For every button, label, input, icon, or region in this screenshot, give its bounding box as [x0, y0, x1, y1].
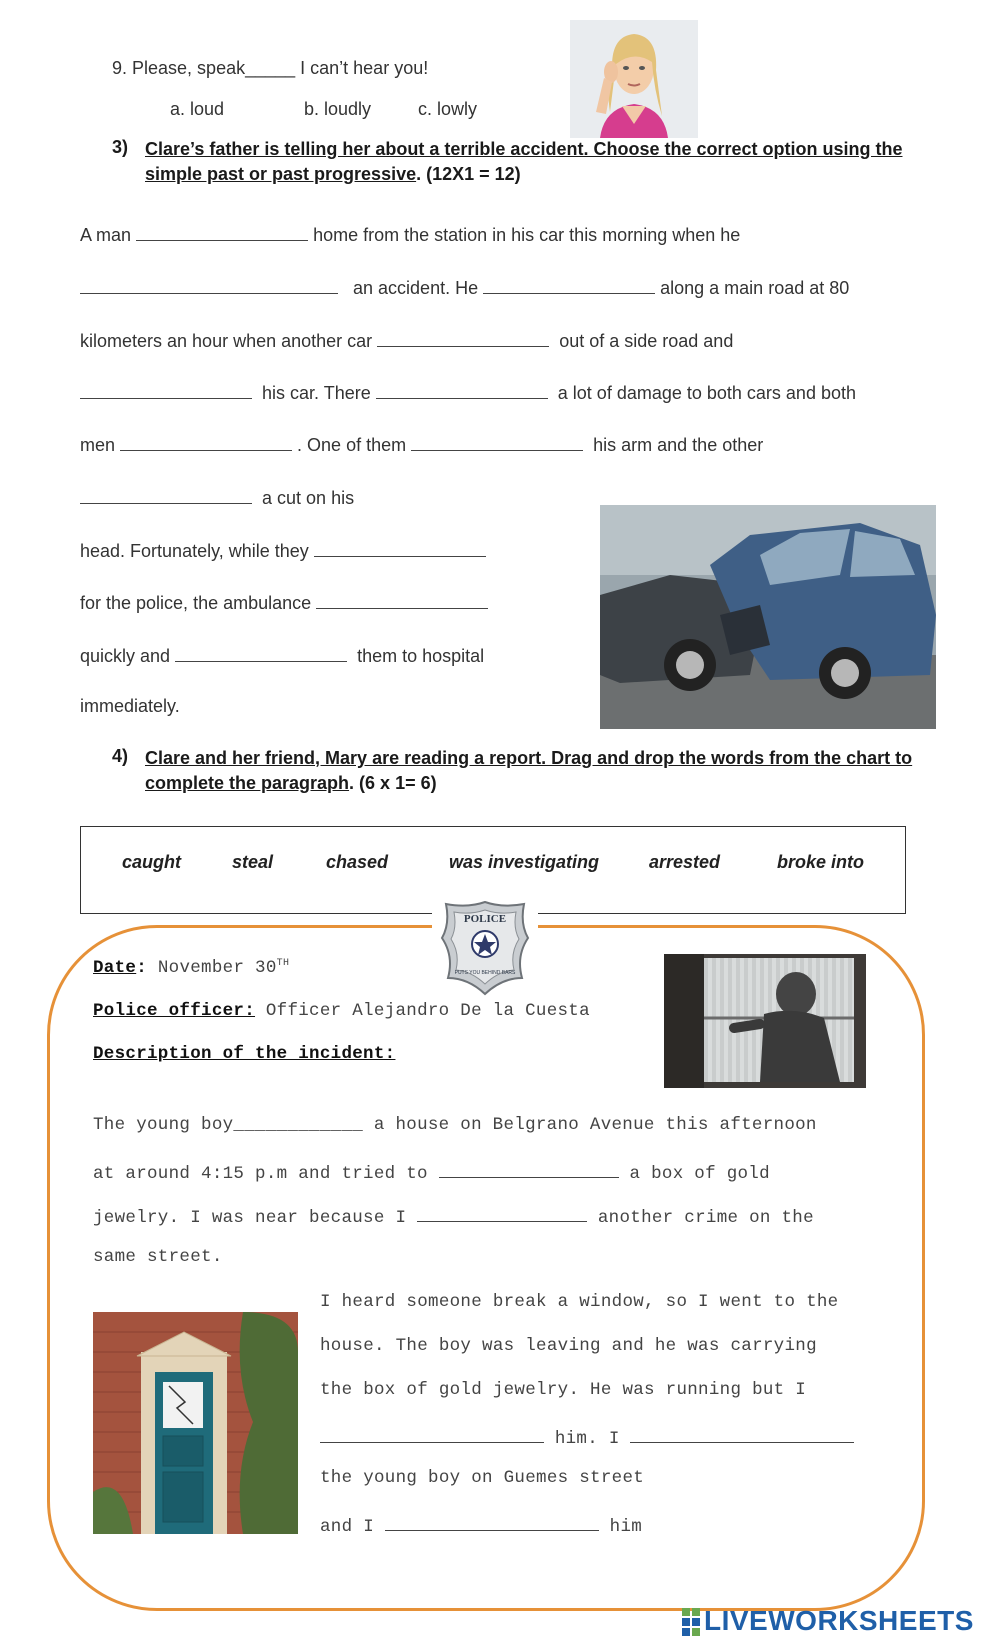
story-line-2 — [80, 275, 849, 299]
report-blank-steal[interactable] — [439, 1159, 619, 1178]
description-label: Description of the incident: — [93, 1044, 396, 1064]
blank-2[interactable] — [80, 275, 338, 294]
story-line-7 — [80, 538, 486, 562]
text: another crime on the — [597, 1208, 814, 1228]
text: . One of them — [297, 435, 407, 455]
liveworksheets-brand: LIVEWORKSHEETS — [704, 1605, 974, 1636]
text: along a main road at 80 — [660, 278, 850, 298]
text: A man — [80, 225, 132, 245]
text: a box of gold — [629, 1164, 770, 1184]
report-line-3 — [93, 1203, 814, 1228]
q9-question: 9. Please, speak_____ I can’t hear you! — [112, 58, 429, 78]
broken-door-image — [93, 1312, 298, 1534]
blank-12[interactable] — [175, 643, 347, 662]
text: out of a side road and — [559, 331, 734, 351]
text: home from the station in his car this morning when he — [313, 225, 741, 245]
burglar-window-image — [664, 954, 866, 1088]
text: an accident. He — [353, 278, 479, 298]
car-accident-image — [600, 505, 936, 729]
text: and I — [320, 1517, 375, 1537]
q9-option-b[interactable]: b. loudly — [304, 99, 372, 119]
text: for the police, the ambulance — [80, 593, 312, 613]
officer-label: Police officer: — [93, 1001, 256, 1021]
word-chased[interactable]: chased — [326, 852, 389, 872]
story-line-10: immediately. — [80, 696, 180, 716]
text: a cut on his — [262, 488, 355, 508]
word-arrested[interactable]: arrested — [649, 852, 721, 872]
word-broke-into[interactable]: broke into — [777, 852, 865, 872]
officer-value: Officer Alejandro De la Cuesta — [265, 1001, 590, 1021]
blank-5[interactable] — [80, 380, 252, 399]
blank-3[interactable] — [483, 275, 655, 294]
text: them to hospital — [357, 646, 485, 666]
text: at around 4:15 p.m and tried to — [93, 1164, 428, 1184]
report-blank-arrested[interactable] — [385, 1512, 599, 1531]
report-blank-chased[interactable] — [320, 1424, 544, 1443]
report-line-7: the box of gold jewelry. He was running but I — [320, 1380, 807, 1400]
story-line-4 — [80, 380, 856, 404]
report-blank-caught[interactable] — [630, 1424, 854, 1443]
date-value: November 30 — [157, 958, 277, 978]
text: quickly and — [80, 646, 171, 666]
text: him. I — [554, 1429, 620, 1449]
blank-9[interactable] — [80, 485, 252, 504]
section3-instruction — [145, 137, 905, 187]
report-line-2 — [93, 1159, 770, 1184]
text: kilometers an hour when another car — [80, 331, 373, 351]
text: a lot of damage to both cars and both — [557, 383, 856, 403]
blank-6[interactable] — [376, 380, 548, 399]
report-line-1 — [93, 1115, 817, 1135]
section3-instruction-main: Clare’s father is telling her about a terrible accident. Choose the correct option using the simple past or past progressive — [145, 139, 903, 184]
text: men — [80, 435, 116, 455]
date-suffix: TH — [276, 958, 290, 970]
text: The young boy____________ — [93, 1115, 364, 1135]
report-line-10 — [320, 1512, 642, 1537]
text: his arm and the other — [593, 435, 764, 455]
blank-8[interactable] — [411, 432, 583, 451]
report-line-9: the young boy on Guemes street — [320, 1468, 645, 1488]
section4-instruction-main: Clare and her friend, Mary are reading a report. Drag and drop the words from the chart to complete the paragraph — [145, 748, 913, 793]
section4-instruction-points: . (6 x 1= 6) — [349, 773, 437, 793]
woman-listening-image — [570, 20, 698, 138]
word-was-investigating[interactable]: was investigating — [449, 852, 600, 872]
badge-top-text: POLICE — [463, 913, 507, 925]
liveworksheets-logo — [682, 1605, 982, 1639]
section3-number: 3) — [112, 137, 129, 157]
text: him — [609, 1517, 643, 1537]
report-date: Date: November 30TH — [93, 958, 290, 978]
blank-7[interactable] — [120, 432, 292, 451]
report-line-6: house. The boy was leaving and he was carrying — [320, 1336, 817, 1356]
blank-1[interactable] — [136, 222, 308, 241]
story-line-6 — [80, 485, 354, 509]
date-label: Date — [93, 958, 137, 978]
report-officer — [93, 1001, 590, 1021]
text: a house on Belgrano Avenue this afternoon — [373, 1115, 817, 1135]
q9-option-c[interactable]: c. lowly — [418, 99, 478, 119]
word-steal[interactable]: steal — [232, 852, 274, 872]
text: his car. There — [262, 383, 371, 403]
report-line-4: same street. — [93, 1247, 223, 1267]
text: head. Fortunately, while they — [80, 541, 309, 561]
story-line-5 — [80, 432, 763, 456]
word-caught[interactable]: caught — [122, 852, 182, 872]
story-line-1 — [80, 222, 740, 246]
section4-number: 4) — [112, 746, 129, 766]
badge-bottom-text: PUTS YOU BEHIND BARS — [454, 970, 516, 976]
blank-10[interactable] — [314, 538, 486, 557]
blank-4[interactable] — [377, 328, 549, 347]
text: jewelry. I was near because I — [93, 1208, 407, 1228]
report-line-5: I heard someone break a window, so I went to the — [320, 1292, 839, 1312]
story-line-8 — [80, 590, 488, 614]
report-description-label — [93, 1044, 395, 1064]
blank-11[interactable] — [316, 590, 488, 609]
report-blank-investigating[interactable] — [417, 1203, 587, 1222]
report-line-8 — [320, 1424, 854, 1449]
q9-option-a[interactable]: a. loud — [170, 99, 225, 119]
story-line-3 — [80, 328, 733, 352]
story-line-9 — [80, 643, 484, 667]
section3-instruction-points: . (12X1 = 12) — [416, 164, 521, 184]
section4-instruction — [145, 746, 915, 796]
police-badge-icon — [432, 898, 538, 998]
